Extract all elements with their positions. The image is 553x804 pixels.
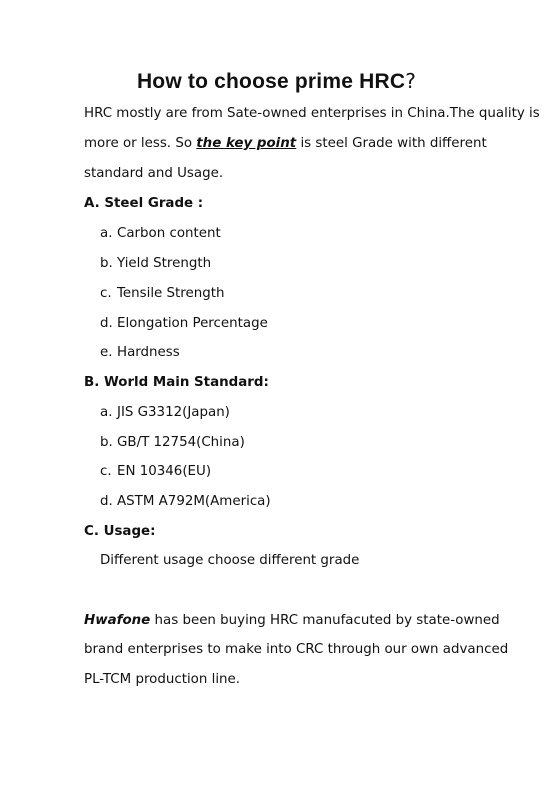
brand-name: Hwafone (84, 613, 151, 628)
list-item (100, 434, 245, 452)
list-item-text: JIS G3312(Japan) (117, 405, 230, 420)
page-title (0, 69, 553, 94)
list-marker: d. (100, 316, 113, 331)
usage-text: Different usage choose different grade (100, 553, 360, 568)
list-item (100, 344, 180, 362)
list-marker: c. (100, 464, 112, 479)
list-item (100, 315, 268, 333)
intro-line-1: HRC mostly are from Sate-owned enterprises in China.The quality is (84, 106, 540, 121)
intro-line-2-end: is steel Grade with different (300, 136, 487, 151)
closing-line-1 (84, 612, 500, 630)
list-item (100, 493, 271, 511)
list-marker: b. (100, 435, 113, 450)
intro-line-2 (84, 135, 487, 153)
intro-line-2-start: more or less. So (84, 136, 193, 151)
list-marker: a. (100, 405, 113, 420)
intro-line-3: standard and Usage. (84, 166, 224, 181)
list-marker: e. (100, 345, 113, 360)
list-item-text: EN 10346(EU) (117, 464, 212, 479)
closing-line-1-text: has been buying HRC manufacuted by state-owned (154, 613, 500, 628)
list-item-text: GB/T 12754(China) (117, 435, 245, 450)
list-item-text: Hardness (117, 345, 180, 360)
list-item-text: Elongation Percentage (117, 316, 268, 331)
list-marker: d. (100, 494, 113, 509)
list-item (100, 463, 211, 481)
key-point-emphasis: the key point (196, 136, 297, 151)
list-item (100, 285, 224, 303)
list-item (100, 404, 230, 422)
closing-line-3: PL-TCM production line. (84, 672, 241, 687)
section-c-heading: C. Usage: (84, 524, 156, 539)
closing-line-2: brand enterprises to make into CRC through our own advanced (84, 642, 509, 657)
list-item-text: ASTM A792M(America) (117, 494, 271, 509)
list-marker: c. (100, 286, 112, 301)
list-marker: b. (100, 256, 113, 271)
title-text: How to choose prime HRC (136, 70, 406, 93)
list-item (100, 255, 211, 273)
list-marker: a. (100, 226, 113, 241)
title-question-mark: ? (405, 69, 417, 93)
section-a-heading: A. Steel Grade : (84, 196, 204, 211)
list-item-text: Tensile Strength (117, 286, 225, 301)
section-b-heading: B. World Main Standard: (84, 375, 269, 390)
list-item-text: Carbon content (117, 226, 221, 241)
list-item (100, 225, 221, 243)
list-item-text: Yield Strength (117, 256, 212, 271)
